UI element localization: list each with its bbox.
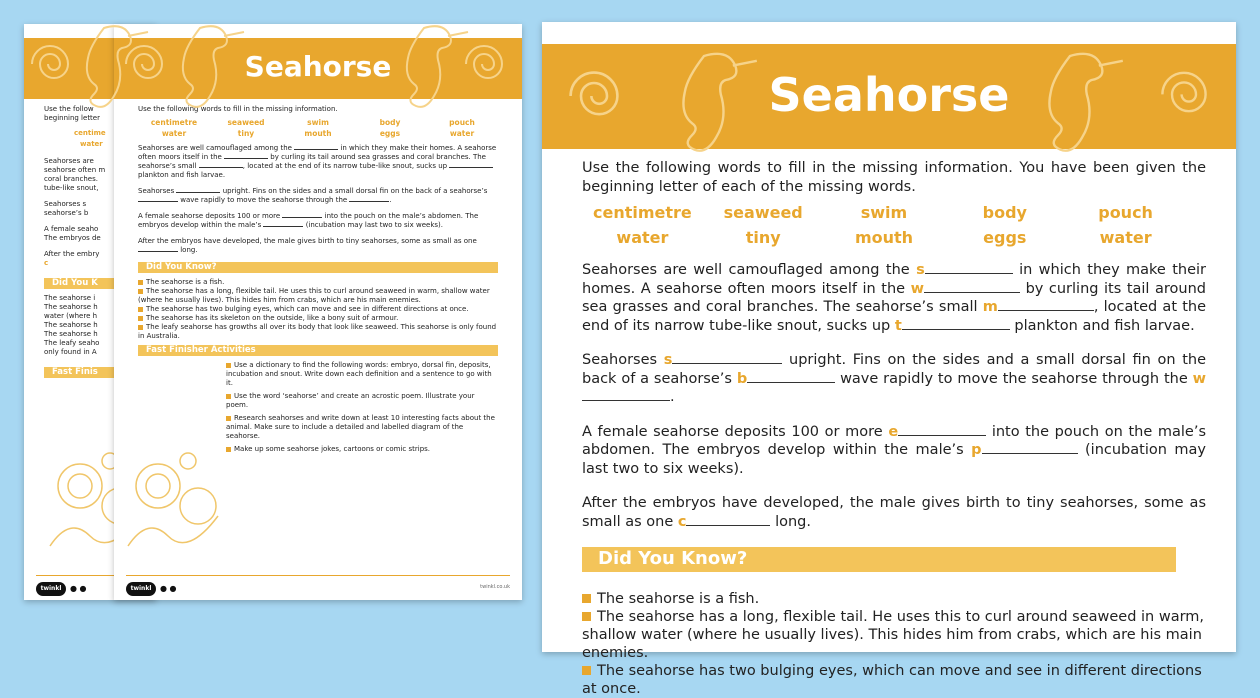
bullet-icon [138, 316, 143, 321]
footer-site: twinkl.co.uk [480, 584, 510, 590]
list-item: Research seahorses and write down at least 10 interesting facts about the animal. Make sure to include a detailed and labelled diagram of the seahorse. [226, 414, 495, 440]
twinkl-logo: twinkl [126, 582, 156, 596]
fragment: Seahorses are [44, 157, 94, 165]
bullet-icon [138, 289, 143, 294]
bullet-icon [582, 612, 591, 621]
back-dyk-bar: Did You K [44, 278, 152, 289]
keyword-mouth: mouth [854, 227, 914, 247]
list-item: The seahorse has a long, flexible tail. He uses this to curl around seaweed in warm, shallow water (where he usually lives). This hides him from crabs, which are his main enemies. [138, 287, 490, 304]
fragment: only found in A [44, 348, 97, 356]
middle-content [114, 99, 522, 454]
fragment: seahorse often m [44, 166, 106, 174]
fragment: The seahorse h [44, 330, 98, 338]
keyword: swim [307, 118, 329, 127]
keyword: body [379, 118, 401, 127]
main-content [542, 149, 1236, 698]
keyword-water: water [616, 227, 669, 247]
bullet-icon [138, 325, 143, 330]
keyword: tiny [237, 129, 255, 138]
paragraph-4: After the embryos have developed, the male gives birth to tiny seahorses, some as small as one long. [138, 237, 477, 254]
fragment: c [44, 259, 49, 267]
bullet-icon [582, 666, 591, 675]
instructions: Use the following words to fill in the missing information. [138, 105, 338, 113]
keyword: water [161, 129, 187, 138]
middle-title: Seahorse [244, 50, 392, 83]
main-banner [542, 44, 1236, 146]
paragraph-3: A female seahorse deposits 100 or more e into the pouch on the male’s abdomen. The embryos develop within the male’s p (incubation may last two to six weeks). [582, 423, 1207, 477]
fragment: water (where h [44, 312, 98, 320]
paragraph-4: After the embryos have developed, the male gives birth to tiny seahorses, some as small as one c long. [582, 495, 1206, 530]
middle-worksheet [114, 24, 522, 600]
fragment: Seahorses s [44, 200, 87, 208]
keyword-grid [138, 118, 498, 138]
keyword-tiny: tiny [745, 227, 781, 247]
fragment: The leafy seaho [44, 339, 100, 347]
keyword-pouch: pouch [1098, 203, 1153, 222]
paragraph-3: A female seahorse deposits 100 or more into the pouch on the male’s abdomen. The embryos develop within the male’s (incubation may last two to six weeks). [138, 212, 479, 229]
fast-finisher-heading: Fast Finisher Activities [138, 345, 498, 356]
bullet-icon [138, 280, 143, 285]
fragment: The seahorse h [44, 321, 98, 329]
bullet-icon [226, 394, 231, 399]
fragment: tube-like snout, [44, 184, 99, 192]
keyword-eggs: eggs [983, 227, 1027, 247]
fragment: The embryos de [44, 234, 101, 242]
keyword: water [449, 129, 475, 138]
fragment: centime [74, 129, 106, 137]
keyword: eggs [379, 129, 401, 138]
list-item: Use the word ‘seahorse’ and create an acrostic poem. Illustrate your poem. [226, 392, 475, 409]
footer-dots: ● ● [70, 584, 87, 593]
keyword-water-2: water [1099, 227, 1152, 247]
keyword-body: body [982, 203, 1027, 222]
fragment: water [80, 140, 103, 148]
keyword: seaweed [227, 118, 265, 127]
keyword: mouth [304, 129, 332, 138]
keyword-grid [582, 204, 1206, 247]
bullet-icon [226, 363, 231, 368]
paragraph-2: Seahorses s upright. Fins on the sides and a small dorsal fin on the back of a seahorse’s b wave rapidly to move the seahorse through the w. [582, 352, 1207, 405]
fragment: coral branches. [44, 175, 98, 183]
fragment: The seahorse h [44, 303, 98, 311]
fragment: seahorse’s b [44, 209, 89, 217]
coral-illustration-icon [118, 436, 228, 556]
list-item: Make up some seahorse jokes, cartoons or comic strips. [226, 445, 498, 454]
list-item: The seahorse has its skeleton on the outside, like a bony suit of armour. [138, 314, 498, 323]
fragment: The seahorse i [44, 294, 96, 302]
bullet-icon [582, 594, 591, 603]
back-ff-bar: Fast Finis [44, 367, 152, 378]
list-item: The seahorse has two bulging eyes, which can move and see in different directions at once. [138, 305, 498, 314]
keyword-swim: swim [860, 203, 908, 222]
facts-list [582, 590, 1206, 698]
bullet-icon [226, 416, 231, 421]
activities-list [226, 361, 498, 454]
fact-item: The seahorse has two bulging eyes, which can move and see in different directions at once. [582, 662, 1202, 697]
list-item: The seahorse is a fish. [138, 278, 498, 287]
middle-banner [114, 38, 522, 96]
fragment: A female seaho [44, 225, 99, 233]
fact-item: The seahorse has a long, flexible tail. He uses this to curl around seaweed in warm, shallow water (where he usually lives). This hides him from crabs, which are his main enemies. [582, 608, 1205, 661]
keyword: centimetre [150, 118, 198, 127]
paragraph-1: Seahorses are well camouflaged among the s in which they make their homes. A seahorse often moors itself in the w by curling its tail around sea grasses and coral branches. The seahorse’s small m , located at the end of its narrow tube-like snout, sucks up t plankton and fish larvae. [582, 262, 1207, 334]
middle-footer [126, 575, 510, 592]
did-you-know-heading: Did You Know? [582, 547, 1176, 572]
keyword-seaweed: seaweed [723, 203, 803, 222]
fragment: beginning letter [44, 114, 100, 122]
list-item: Use a dictionary to find the following words: embryo, dorsal fin, deposits, incubation and snout. Write down each definition and a sentence to go with it. [226, 361, 492, 387]
instructions: Use the following words to fill in the missing information. You have been given the beginning letter of each of the missing words. [582, 160, 1206, 195]
fact-item: The seahorse is a fish. [582, 590, 1206, 608]
did-you-know-heading: Did You Know? [138, 262, 498, 273]
keyword-centimetre: centimetre [593, 203, 692, 222]
list-item: The leafy seahorse has growths all over its body that look like seaweed. This seahorse is only found in Australia. [138, 323, 497, 340]
main-worksheet [542, 22, 1236, 697]
twinkl-logo: twinkl [36, 582, 66, 596]
paragraph-2: Seahorses upright. Fins on the sides and a small dorsal fin on the back of a seahorse’s wave rapidly to move the seahorse through the . [138, 187, 488, 204]
paragraph-1: Seahorses are well camouflaged among the in which they make their homes. A seahorse often moors itself in the by curling its tail around sea grasses and coral branches. The seahorse’s small , located at the end of its narrow tube-like snout, sucks up plankton and fish larvae. [138, 144, 497, 179]
page-title: Seahorse [768, 68, 1010, 122]
keyword: pouch [449, 118, 475, 127]
fragment: After the embry [44, 250, 100, 258]
footer-dots: ● ● [160, 584, 177, 593]
bullet-icon [138, 307, 143, 312]
fragment: Use the follow [44, 105, 94, 113]
facts-list [138, 278, 498, 341]
